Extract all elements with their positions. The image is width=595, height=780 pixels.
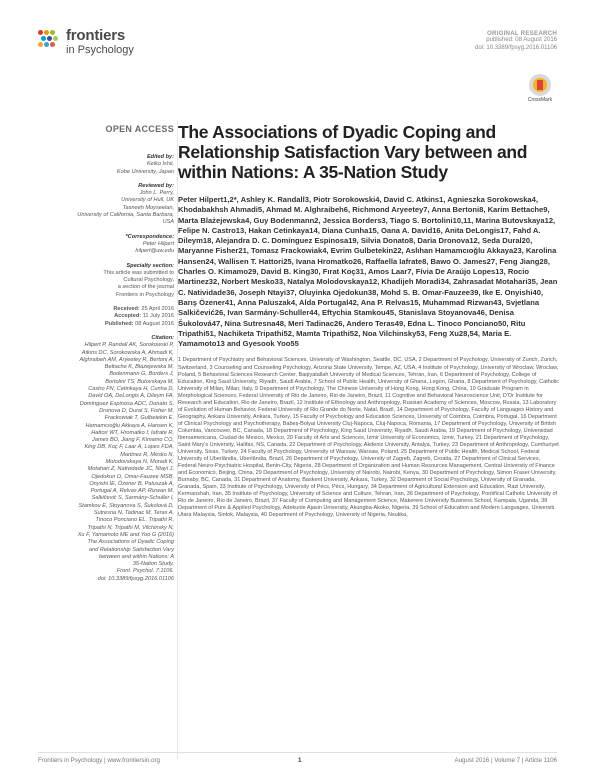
- citation-line: The Associations of Dyadic Coping: [87, 539, 174, 546]
- citation-line: Martinez R, Mesko N,: [120, 451, 174, 458]
- footer-journal-link[interactable]: Frontiers in Psychology | www.frontiersin.org: [38, 757, 160, 764]
- citation-line: Molodovskaya N, Moradi K,: [105, 458, 174, 465]
- correspondence-email[interactable]: hilpert@uw.edu: [135, 248, 174, 255]
- specialty-heading: Specialty section:: [126, 262, 174, 269]
- editor-affiliation: Kobe University, Japan: [116, 168, 174, 175]
- logo-dot: [50, 42, 55, 47]
- citation-line: Dronova D, Dural S, Fisher M,: [99, 407, 174, 414]
- editor-name: Keiko Ishii,: [146, 161, 174, 168]
- citation-text: [38, 342, 174, 583]
- article-type: ORIGINAL RESEARCH: [487, 30, 557, 37]
- citation-line: Portugal A, Relvas AP, Rizwan M,: [90, 488, 174, 495]
- citation-line: King DB, Koç F, Laar A, Lopes FDA,: [84, 444, 174, 451]
- accepted-date: 11 July 2016: [142, 313, 174, 320]
- citation-line: Hamamcıoğlu Akkaya A, Hansen K,: [85, 422, 174, 429]
- reviewer-line: John L. Perry,: [139, 190, 174, 197]
- correspondence-name: Peter Hilpert: [142, 240, 174, 247]
- logo-dot: [38, 30, 43, 35]
- published-date: published: 08 August 2016: [486, 37, 557, 44]
- reviewed-by-block: [38, 183, 174, 227]
- logo-dot: [44, 42, 49, 47]
- citation-line: James BO, Jiang F, Kimamo CO,: [92, 437, 174, 444]
- published-label: Published:: [104, 320, 134, 327]
- published-date-left: 08 August 2016: [135, 320, 174, 327]
- citation-line: Atkins DC, Sorokowska A, Ahmadi K,: [81, 349, 174, 356]
- crossmark-label: CrossMark: [527, 97, 553, 103]
- citation-line: 35-Nation Study.: [132, 561, 174, 568]
- logo-dot: [47, 36, 52, 41]
- citation-line: Salkičević S, Sarmány-Schuller I,: [91, 495, 174, 502]
- sidebar-metadata: [38, 124, 174, 590]
- logo-dot: [38, 42, 43, 47]
- journal-logo[interactable]: [38, 26, 198, 66]
- article-title: The Associations of Dyadic Coping and Relationship Satisfaction Vary between and within Nations: A 35-Nation Study: [178, 122, 528, 182]
- citation-line: doi: 10.3389/fpsyg.2016.01106: [97, 575, 174, 582]
- crossmark-button[interactable]: [525, 74, 555, 103]
- edited-by-block: [38, 154, 174, 176]
- citation-line: Frackowiak T, Gulbetekin E,: [104, 415, 174, 422]
- article-info: [475, 30, 557, 52]
- correspondence-block: [38, 234, 174, 256]
- citation-line: Alghraibeh AM, Aryeetey R, Bertoni A,: [79, 356, 174, 363]
- specialty-block: [38, 263, 174, 299]
- citation-line: Hilpert P, Randall AK, Sorokowski P,: [84, 342, 174, 349]
- dates-block: [38, 306, 174, 328]
- citation-line: Onyishi IE, Özener B, Paluszak A,: [89, 480, 174, 487]
- page-number: 1: [298, 757, 302, 764]
- open-access-label: OPEN ACCESS: [105, 124, 174, 134]
- citation-line: between and within Nations: A: [98, 553, 174, 560]
- logo-dot: [53, 36, 58, 41]
- citation-line: Bettache K, Blażejewska M,: [104, 364, 174, 371]
- frontiers-logo-icon: [38, 30, 64, 52]
- logo-dot: [50, 30, 55, 35]
- footer-issue: August 2016 | Volume 7 | Article 1106: [454, 757, 557, 764]
- received-label: Received:: [113, 306, 140, 313]
- citation-line: Motahari Z, Natividade JC, Ntayi J,: [87, 466, 174, 473]
- article-main: [178, 122, 560, 520]
- affiliation-list: 1 Department of Psychiatry and Behavioral Sciences, University of Washington, Seattle, DC, USA, 2 Department of Psychology, University of Zurich, Zurich, Switzerland, 3 Counseling and Counseling Psychology, Arizona State University, Tempe, AZ, USA, 4 Institute of Psychology, University of Wroclaw, Wroclaw, Poland, 5 Behavioral Sciences Research Center, Baqiyatallah University of Medical Sciences, Tehran, Iran, 6 Department of Psychology, College of Education, King Saud University, Riyadh, Saudi Arabia, 7 School of Public Health, University of Ghana, Legon, Ghana, 8 Department of Psychology, Catholic University of Milan, Milan, Italy, 9 Department of Psychology, The Chinese University of Hong Kong, Hong Kong, China, 10 Graduate Program in Morphological Sciences, Federal University of Rio de Janeiro, Rio de Janeiro, Brazil, 11 Cognitive and Behavioral Neuroscience Unit, D'Or Institute for Research and Education, Rio de Janeiro, Brazil, 12 Institute of Ethnology and Anthropology, Russian Academy of Sciences, Moscow, Russia, 13 Laboratory of Evolution of Human Behavior, Federal University of Rio Grande do Norte, Natal, Brazil, 14 Department of Psychology, Faculty of Languages History and Geography, Ankara University, Ankara, Turkey, 15 Faculty of Psychology and Education Sciences, University of Coimbra, Coimbra, Portugal, 16 Department of Clinical Psychology and Psychotherapy, Babeș-Bolyai University Cluj-Napoca, Cluj-Napoca, Romania, 17 Department of Psychology, University of British Columbia, Vancouver, BC, Canada, 18 Department of Psychology, King Saud University, Riyadh, Saudi Arabia, 19 Department of Psychology, Universidad Iberoamericana, Ciudad de Mexico, Mexico, 20 Faculty of Arts and Sciences, Izmir University of Economics, Izmir, Turkey, 21 Department of Psychology, Saint Mary's University, Halifax, NS, Canada, 22 Department of Psychology, Akdeniz University, Antalya, Turkey, 23 Department of Anthropology, Cumhuriyet University, Sivas, Turkey, 24 Faculty of Psychology, University of Warsaw, Warsaw, Poland, 25 Department of Public Health, Medical School, Federal University of Uberlândia, Uberlândia, Brazil, 26 Department of Psychology, University of Zagreb, Zagreb, Croatia, 27 Department of Clinical Services, Federal Neuro-Psychiatric Hospital, Benin-City, Nigeria, 28 Department of Organization and Human Resources Management, Central University of Finance and Economics, Beijing, China, 29 Department of Psychology, University of Nairobi, Nairobi, Kenya, 30 Department of Psychology, Simon Fraser University, Burnaby, BC, Canada, 31 Department of Anatomy, Baskent University, Ankara, Turkey, 32 Department of Social Psychology, University of Granada, Granada, Spain, 33 Institute of Psychology, University of Pécs, Pécs, Hungary, 34 Department of Agricultural Extension and Education, Razi University, Kermanshah, Iran, 35 Institute of Psychology, University of Science and Culture, Tehran, Iran, 36 Department of Psychology, Pontifical Catholic University of Rio de Janeiro, Rio de Janeiro, Brazil, 37 Faculty of Computing and Management Science, Makerere University Business School, Kampala, Uganda, 38 Department of Pure & Applied Psychology, Adekunle Ajasin University, Akungba-Akoko, Nigeria, 39 School of Education and Modern Languages, Universiti Utara Malaysia, Sintok, Malaysia, 40 Department of Psychology, University of Nigeria, Nsukka,: [178, 357, 560, 519]
- citation-line: Tripathi N, Tripathi M, Vilchinsky N,: [87, 524, 174, 531]
- doi-link[interactable]: doi: 10.3389/fpsyg.2016.01106: [475, 44, 557, 51]
- reviewer-line: University of Hull, UK: [121, 197, 174, 204]
- specialty-line: a section of the journal: [117, 284, 174, 291]
- citation-line: Bortolini TS, Butovskaya M,: [105, 378, 174, 385]
- reviewer-line: Tasneeh Moyseelan,: [122, 204, 174, 211]
- citation-line: Stamkou E, Stoyanova S, Šukolová D,: [78, 502, 174, 509]
- edited-by-heading: Edited by:: [146, 154, 174, 160]
- citation-line: Bodenmann G, Borders J,: [109, 371, 174, 378]
- logo-dot: [44, 30, 49, 35]
- reviewer-line: University of California, Santa Barbara,: [77, 212, 174, 219]
- received-date: 25 April 2016: [141, 306, 174, 313]
- logo-title: frontiers: [66, 27, 126, 44]
- accepted-label: Accepted:: [114, 313, 142, 320]
- citation-line: Domínguez Espinosa ADC, Donato S,: [79, 400, 174, 407]
- specialty-line: Cultural Psychology,: [123, 277, 174, 284]
- correspondence-heading: *Correspondence:: [125, 233, 174, 240]
- citation-line: Front. Psychol. 7:1106.: [116, 568, 174, 575]
- citation-line: Xu F, Yamamoto ME and Yoo G (2016): [77, 531, 174, 538]
- footer-divider: [38, 752, 557, 753]
- author-list: Peter Hilpert1,2*, Ashley K. Randall3, Piotr Sorokowski4, David C. Atkins1, Agnieszka Sorokowska4, Khodabakhsh Ahmadi5, Ahmad M. Alghraibeh6, Richmond Aryeetey7, Anna Bertoni8, Karim Bettache9, Marta Blażejewska4, Guy Bodenmann2, Jessica Borders3, Tiago S. Bortolini10,11, Marina Butovskaya12, Felipe N. Castro13, Hakan Cetinkaya14, Diana Cunha15, Oana A. David16, Anita DeLongis17, Fahd A. Dileym18, Alejandra D. C. Domínguez Espinosa19, Silvia Donato8, Daria Dronova12, Seda Dural20, Maryanne Fisher21, Tomasz Frackowiak4, Evrim Gulbetekin22, Aslıhan Hamamcıoğlu Akkaya23, Karolina Hansen24, Wallisen T. Hattori25, Ivana Hromatko26, Raffaella Iafrate8, Bawo O. James27, Feng Jiang28, Charles O. Kimamo29, David B. King30, Fırat Koç31, Amos Laar7, Fívia De Araújo Lopes13, Rocio Martinez32, Norbert Mesko33, Natalya Molodovskaya12, Khadijeh Moradi34, Zahrasadat Motahari35, Jean C. Natividade36, Joseph Ntayi37, Oluyinka Ojedokun38, Mohd S. B. Omar-Fauzee39, Ike E. Onyishi40, Barış Özener41, Anna Paluszak4, Alda Portugal42, Ana P. Relvas15, Muhammad Rizwan43, Svjetlana Salkičević26, Ivan Sarmány-Schuller44, Eftychia Stamkou45, Stanislava Stoyanova46, Denisa Šukolová47, Nina Sutresna48, Meri Tadinac26, Andero Teras49, Edna L. Tinoco Ponciano50, Ritu Tripathi51, Nachiketa Tripathi52, Mamta Tripathi52, Noa Vilchinsky53, Feng Xu28,54, Maria E. Yamamoto13 and Gyesook Yoo55: [178, 195, 558, 349]
- logo-subtitle: in Psychology: [66, 44, 134, 56]
- citation-line: Tinoco Ponciano EL, Tripathi R,: [95, 517, 174, 524]
- citation-line: David OA, DeLongis A, Dileym FA,: [88, 393, 174, 400]
- reviewed-by-heading: Reviewed by:: [138, 182, 174, 189]
- citation-block: [38, 335, 174, 583]
- reviewer-line: USA: [162, 219, 174, 226]
- citation-line: Hattori WT, Hromatko I, Iafrate R,: [91, 429, 174, 436]
- logo-dot: [41, 36, 46, 41]
- specialty-line: Frontiers in Psychology: [115, 291, 174, 298]
- citation-line: Castro FN, Cetinkaya H, Cunha D,: [88, 386, 174, 393]
- citation-heading: Citation:: [151, 334, 174, 341]
- specialty-line: This article was submitted to: [103, 269, 174, 276]
- citation-line: and Relationship Satisfaction Vary: [89, 546, 174, 553]
- citation-line: Ojedokun O, Omar-Fauzee MSB,: [91, 473, 174, 480]
- citation-line: Sutresna N, Tadinac M, Teras A,: [93, 510, 174, 517]
- crossmark-icon: [529, 74, 551, 96]
